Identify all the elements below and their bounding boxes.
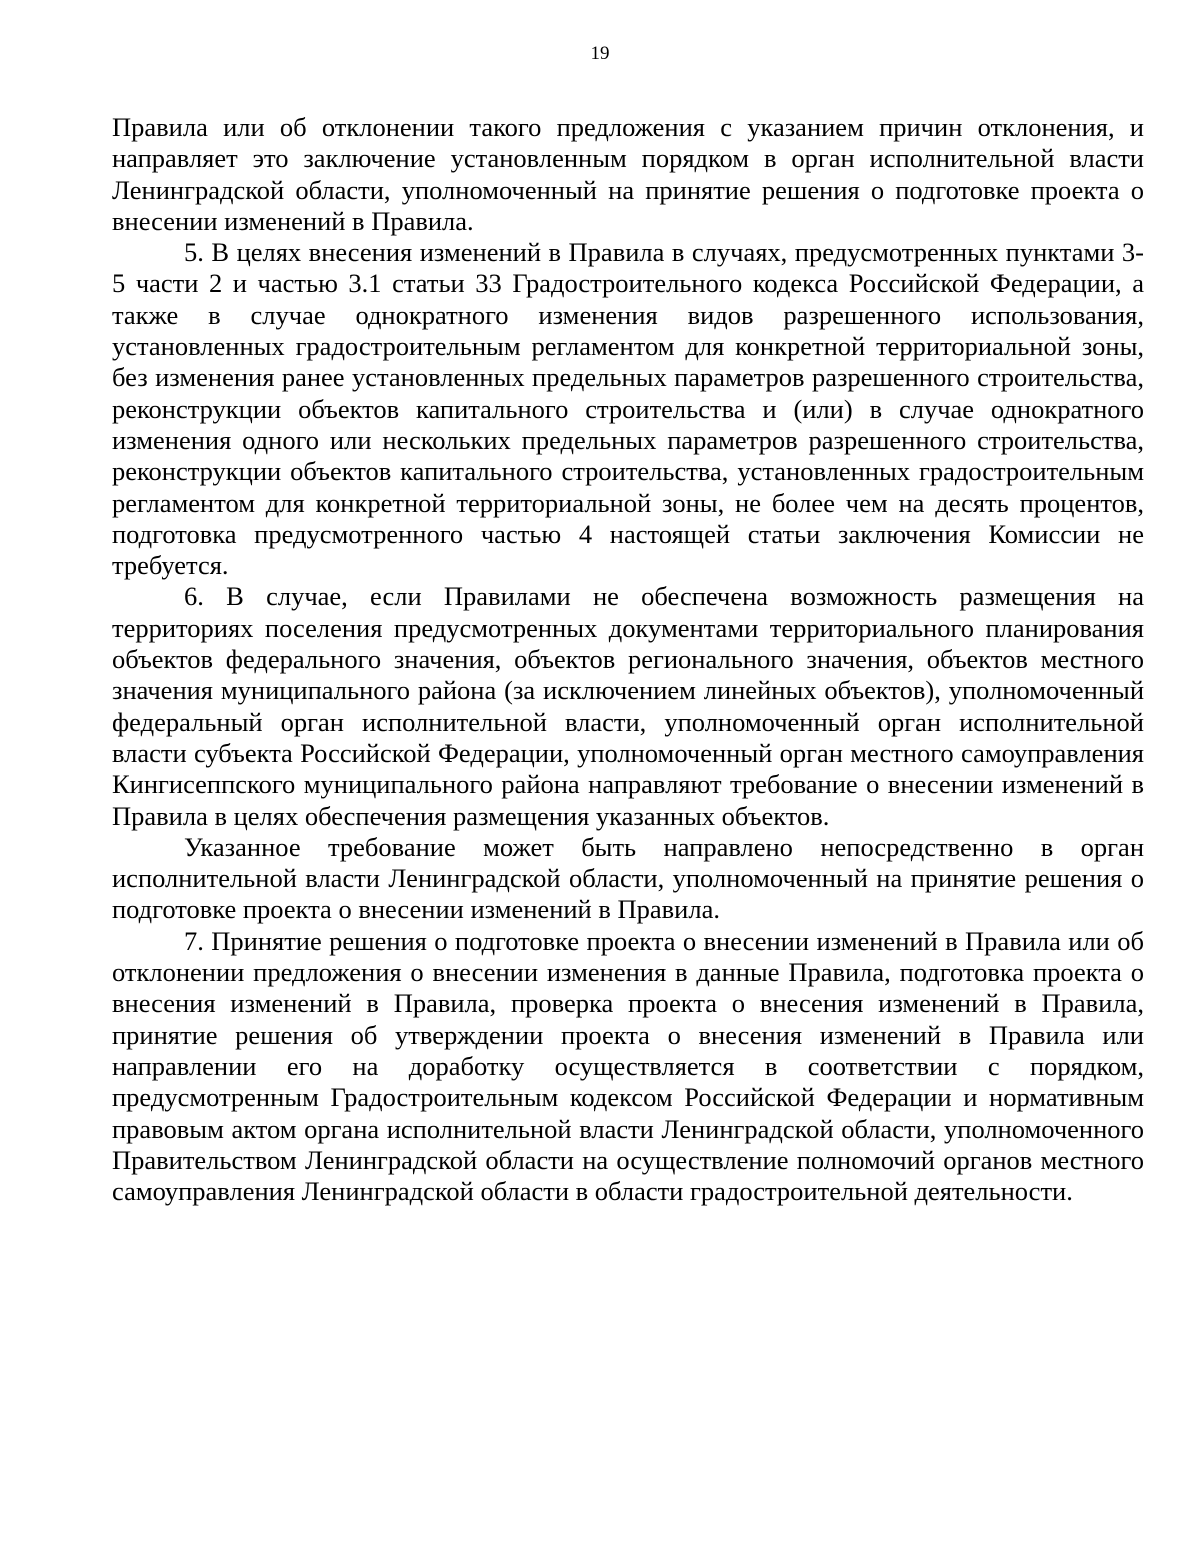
paragraph-continuation: Правила или об отклонении такого предложения с указанием причин отклонения, и направляет это заключение установленным порядком в орган исполнительной власти Ленинградской области, уполномоченный на принятие решения о подготовке проекта о внесении изменений в Правила.	[112, 112, 1144, 236]
paragraph-item-6: 6. В случае, если Правилами не обеспечена возможность размещения на территориях поселения предусмотренных документами территориального планирования объектов федерального значения, объектов регионального значения, объектов местного значения муниципального района (за исключением линейных объектов), уполномоченный федеральный орган исполнительной власти, уполномоченный орган исполнительной власти субъекта Российской Федерации, уполномоченный орган местного самоуправления Кингисеппского муниципального района направляют требование о внесении изменений в Правила в целях обеспечения размещения указанных объектов.	[112, 581, 1144, 831]
page-number: 19	[590, 43, 610, 64]
paragraph-item-6-note: Указанное требование может быть направлено непосредственно в орган исполнительной власти Ленинградской области, уполномоченный на принятие решения о подготовке проекта о внесении изменений в Правила.	[112, 831, 1144, 925]
paragraph-item-5: 5. В целях внесения изменений в Правила в случаях, предусмотренных пунктами 3-5 части 2 и частью 3.1 статьи 33 Градостроительного кодекса Российской Федерации, а также в случае однократного изменения видов разрешенного использования, установленных градостроительным регламентом для конкретной территориальной зоны, без изменения ранее установленных предельных параметров разрешенного строительства, реконструкции объектов капитального строительства и (или) в случае однократного изменения одного или нескольких предельных параметров разрешенного строительства, реконструкции объектов капитального строительства, установленных градостроительным регламентом для конкретной территориальной зоны, не более чем на десять процентов, подготовка предусмотренного частью 4 настоящей статьи заключения Комиссии не требуется.	[112, 237, 1144, 581]
paragraph-item-7: 7. Принятие решения о подготовке проекта о внесении изменений в Правила или об отклонении предложения о внесении изменения в данные Правила, подготовка проекта о внесения изменений в Правила, проверка проекта о внесения изменений в Правила, принятие решения об утверждении проекта о внесения изменений в Правила или направлении его на доработку осуществляется в соответствии с порядком, предусмотренным Градостроительным кодексом Российской Федерации и нормативным правовым актом органа исполнительной власти Ленинградской области, уполномоченного Правительством Ленинградской области на осуществление полномочий органов местного самоуправления Ленинградской области в области градостроительной деятельности.	[112, 925, 1144, 1207]
document-body	[112, 112, 1144, 1207]
